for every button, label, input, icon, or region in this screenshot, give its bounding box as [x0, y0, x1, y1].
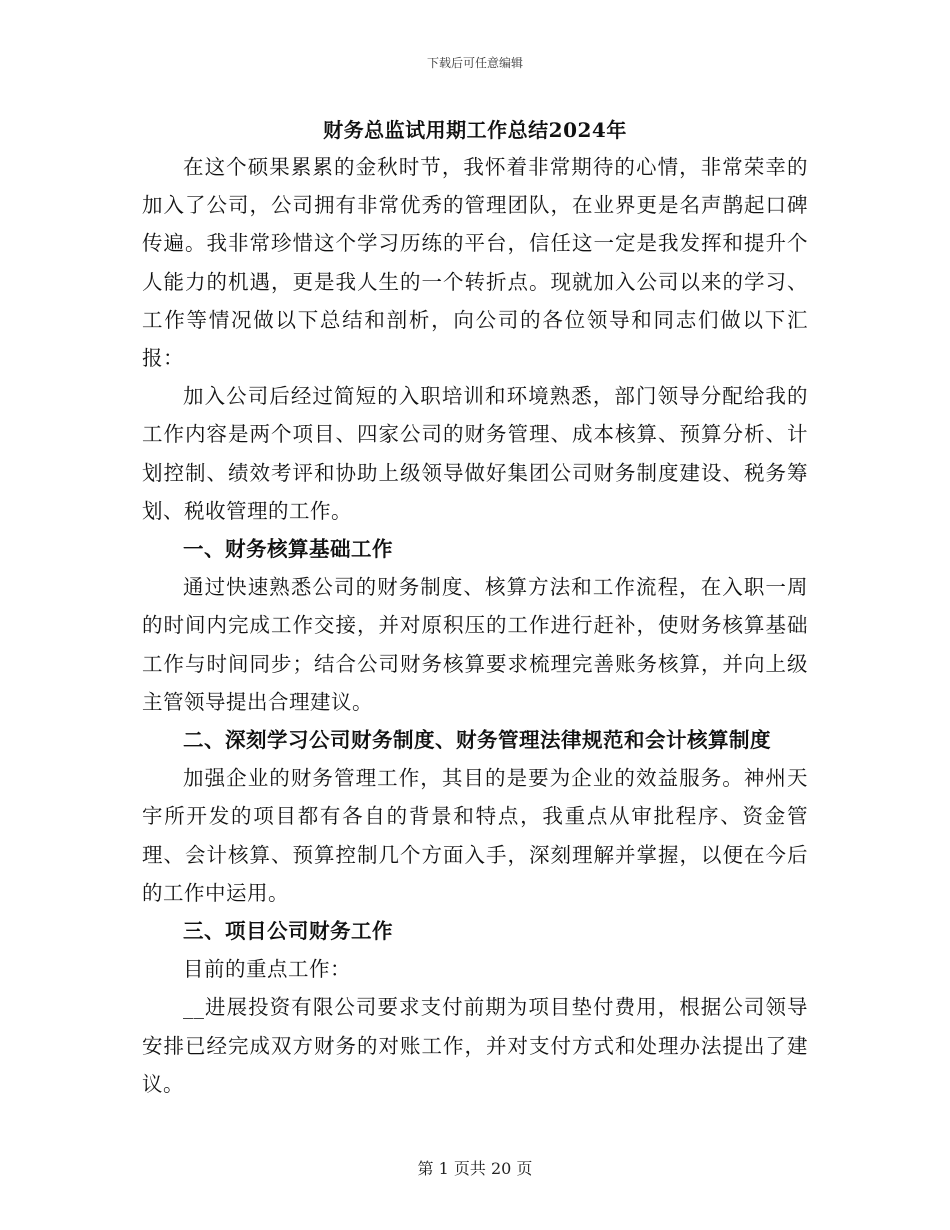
document-body [142, 148, 808, 1103]
paragraph: 通过快速熟悉公司的财务制度、核算方法和工作流程，在入职一周的时间内完成工作交接，并对原积压的工作进行赶补，使财务核算基础工作与时间同步；结合公司财务核算要求梳理完善账务核算，并向上级主管领导提出合理建议。 [142, 575, 808, 714]
document-title: 财务总监试用期工作总结2024年 [323, 118, 627, 142]
section-heading: 一、财务核算基础工作 [183, 537, 393, 562]
page-footer [0, 1156, 950, 1179]
page-number-label: 第 1 页共 20 页 [417, 1159, 533, 1178]
section-heading: 三、项目公司财务工作 [183, 919, 393, 944]
paragraph: 在这个硕果累累的金秋时节，我怀着非常期待的心情，非常荣幸的加入了公司，公司拥有非常优秀的管理团队，在业界更是名声鹊起口碑传遍。我非常珍惜这个学习历练的平台，信任这一定是我发挥和提升个人能力的机遇，更是我人生的一个转折点。现就加入公司以来的学习、工作等情况做以下总结和剖析，向公司的各位领导和同志们做以下汇报： [142, 155, 808, 371]
section-heading: 二、深刻学习公司财务制度、财务管理法律规范和会计核算制度 [183, 728, 771, 753]
paragraph: __进展投资有限公司要求支付前期为项目垫付费用，根据公司领导安排已经完成双方财务的对账工作，并对支付方式和处理办法提出了建议。 [142, 995, 808, 1096]
paragraph: 加入公司后经过简短的入职培训和环境熟悉，部门领导分配给我的工作内容是两个项目、四家公司的财务管理、成本核算、预算分析、计划控制、绩效考评和协助上级领导做好集团公司财务制度建设、税务筹划、税收管理的工作。 [142, 384, 808, 523]
header-note: 下载后可任意编辑 [426, 56, 523, 70]
paragraph: 目前的重点工作： [183, 957, 351, 982]
paragraph: 加强企业的财务管理工作，其目的是要为企业的效益服务。神州天宇所开发的项目都有各自的背景和特点，我重点从审批程序、资金管理、会计核算、预算控制几个方面入手，深刻理解并掌握，以便在今后的工作中运用。 [142, 766, 808, 905]
